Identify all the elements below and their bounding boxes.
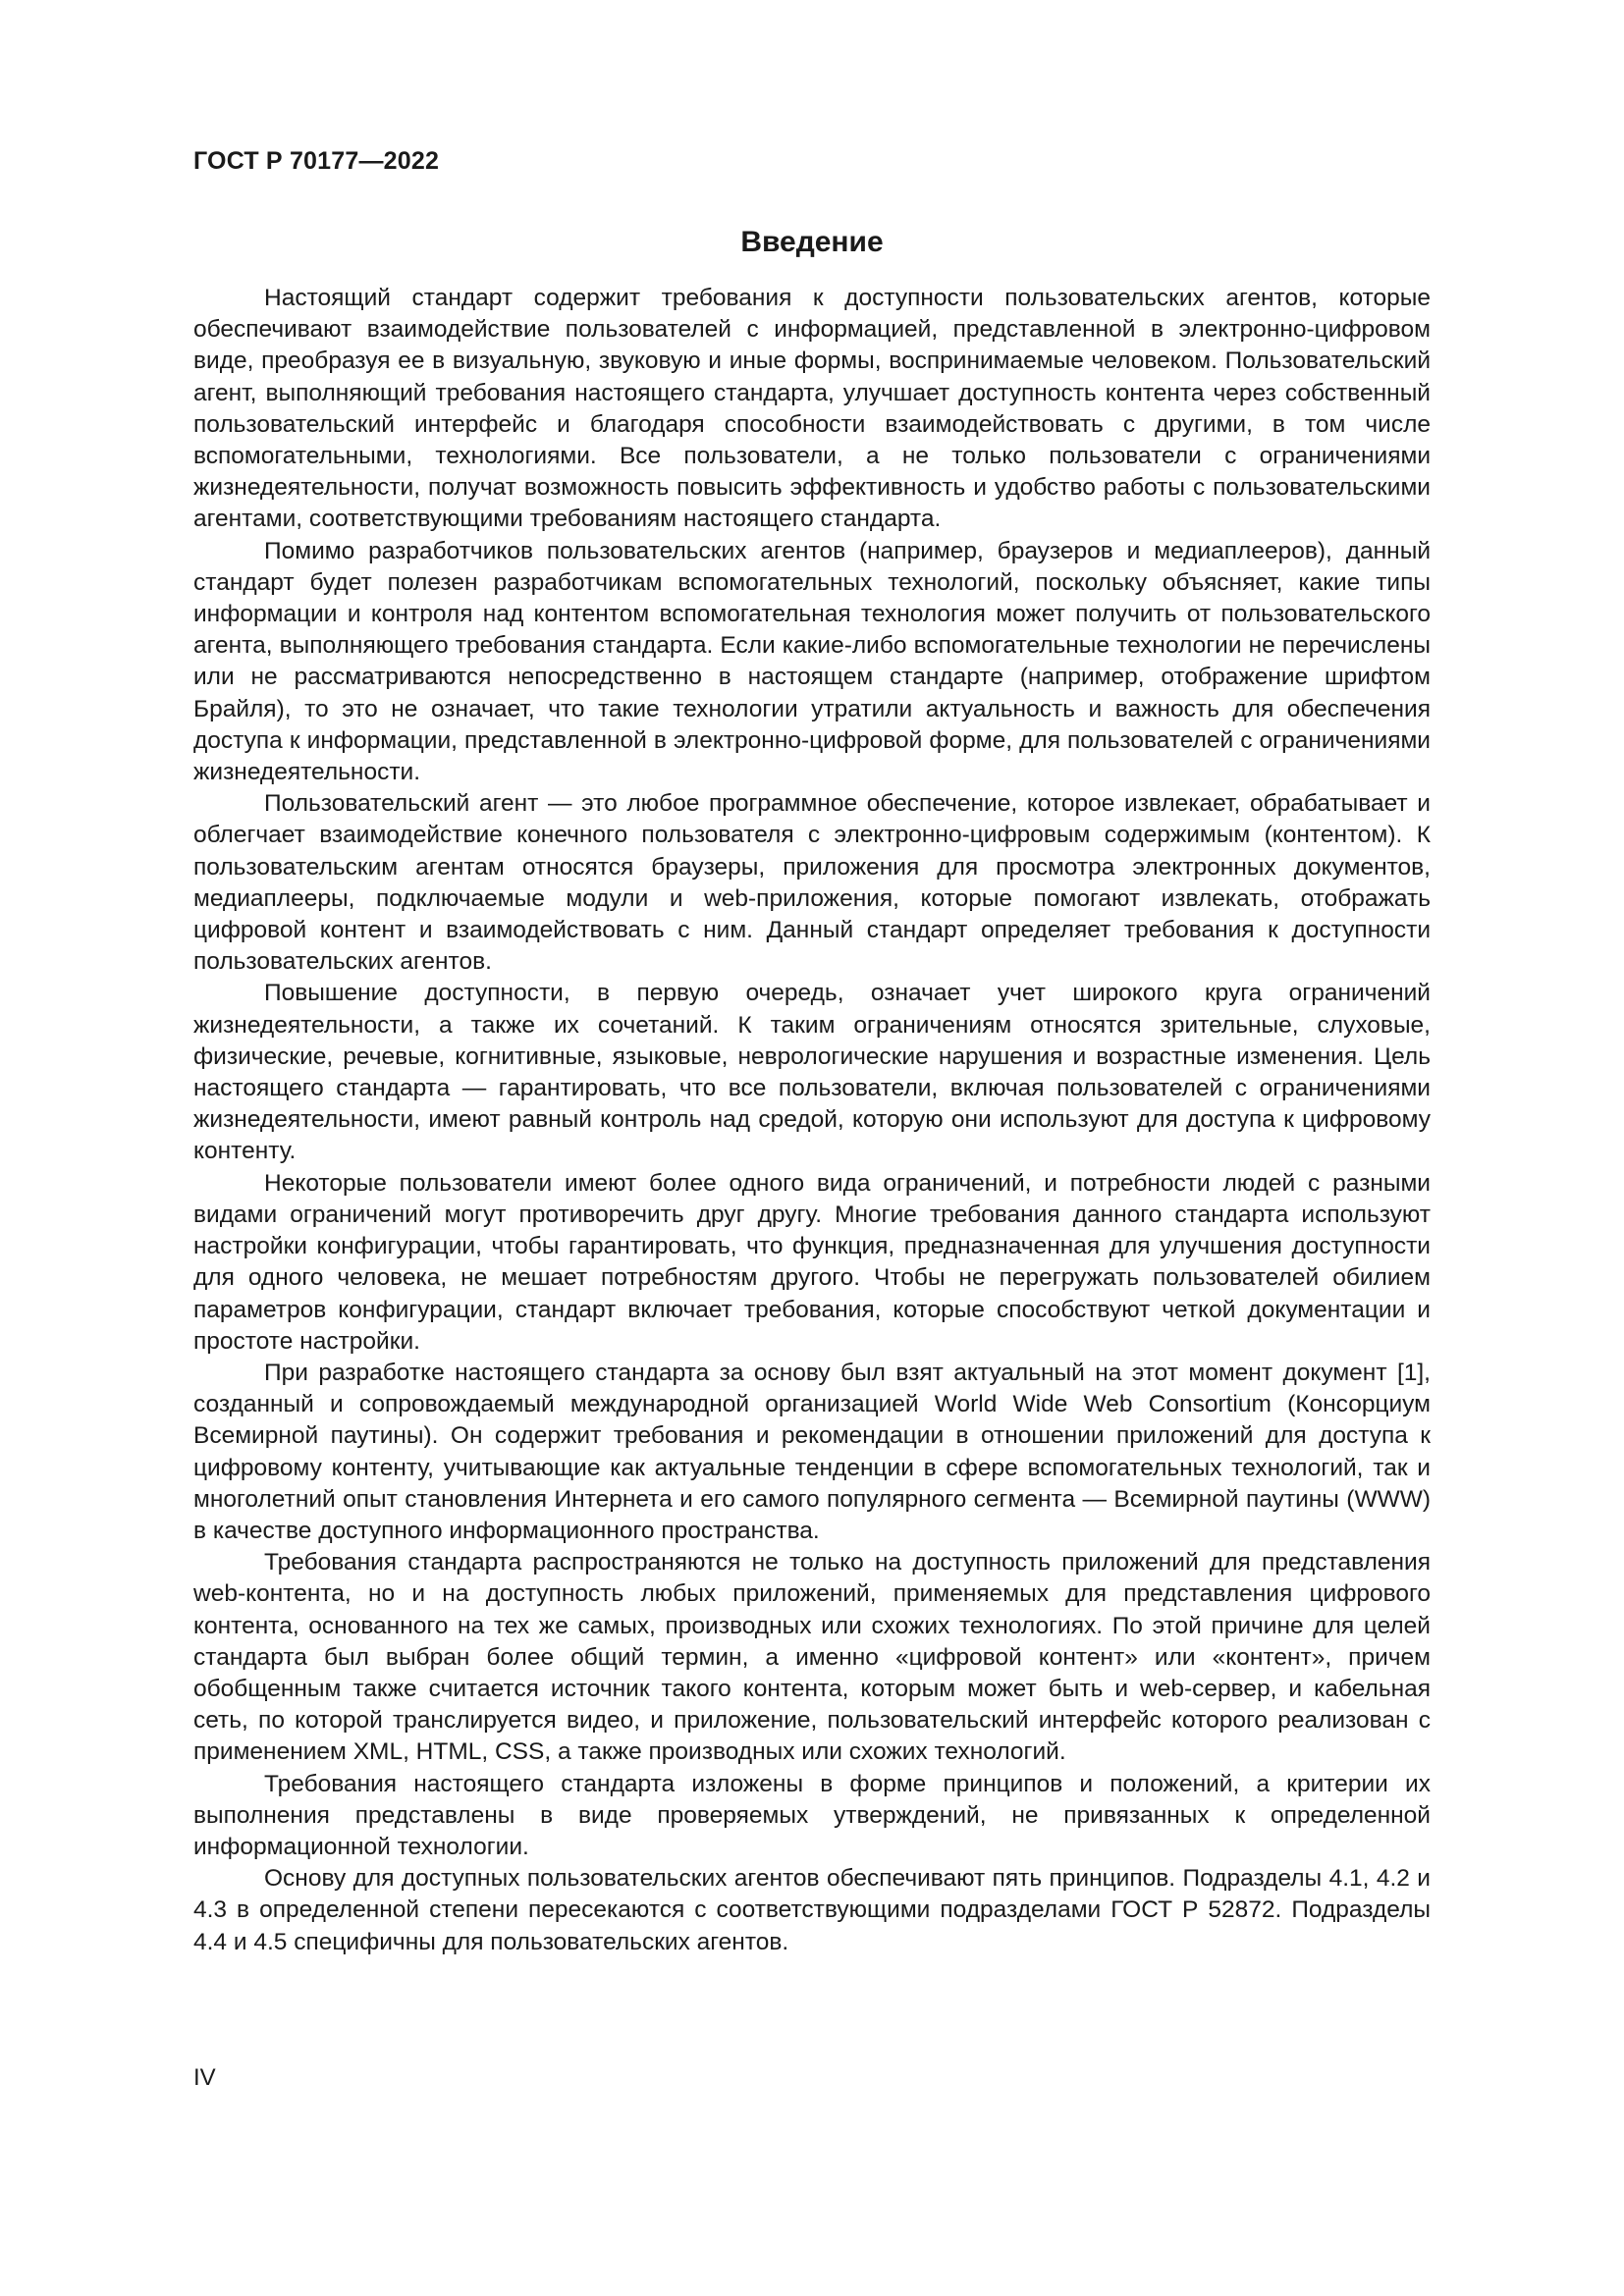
document-body	[193, 283, 1431, 1958]
section-title: Введение	[740, 226, 884, 258]
paragraph: Помимо разработчиков пользовательских агентов (например, браузеров и медиаплееров), данный стандарт будет полезен разработчикам вспомогательных технологий, поскольку объясняет, какие типы информации и контроля над контентом вспомогательная технология может получить от пользовательского агента, выполняющего требования стандарта. Если какие-либо вспомогательные технологии не перечислены или не рассматриваются непосредственно в настоящем стандарте (например, отображение шрифтом Брайля), то это не означает, что такие технологии утратили актуальность и важность для обеспечения доступа к информации, представленной в электронно-цифровой форме, для пользователей с ограничениями жизнедеятельности.	[193, 537, 1431, 786]
paragraph: Повышение доступности, в первую очередь, означает учет широкого круга ограничений жизнедеятельности, а также их сочетаний. К таким ограничениям относятся зрительные, слуховые, физические, речевые, когнитивные, языковые, неврологические нарушения и возрастные изменения. Цель настоящего стандарта — гарантировать, что все пользователи, включая пользователей с ограничениями жизнедеятельности, имеют равный контроль над средой, которую они используют для доступа к цифровому контенту.	[193, 980, 1431, 1165]
paragraph: При разработке настоящего стандарта за основу был взят актуальный на этот момент документ [1], созданный и сопровождаемый международной организацией World Wide Web Consortium (Консорциум Всемирной паутины). Он содержит требования и рекомендации в отношении приложений для доступа к цифровому контенту, учитывающие как актуальные тенденции в сфере вспомогательных технологий, так и многолетний опыт становления Интернета и его самого популярного сегмента — Всемирной паутины (WWW) в качестве доступного информационного пространства.	[193, 1359, 1431, 1544]
paragraph: Основу для доступных пользовательских агентов обеспечивают пять принципов. Подразделы 4.1, 4.2 и 4.3 в определенной степени пересекаются с соответствующими подразделами ГОСТ Р 52872. Подразделы 4.4 и 4.5 специфичны для пользовательских агентов.	[193, 1865, 1431, 1955]
paragraph: Настоящий стандарт содержит требования к доступности пользовательских агентов, которые обеспечивают взаимодействие пользователей с информацией, представленной в электронно-цифровом виде, преобразуя ее в визуальную, звуковую и иные формы, воспринимаемые человеком. Пользовательский агент, выполняющий требования настоящего стандарта, улучшает доступность контента через собственный пользовательский интерфейс и благодаря способности взаимодействовать с другими, в том числе вспомогательными, технологиями. Все пользователи, а не только пользователи с ограничениями жизнедеятельности, получат возможность повысить эффективность и удобство работы с пользовательскими агентами, соответствующими требованиям настоящего стандарта.	[193, 285, 1431, 533]
page-number: IV	[193, 2064, 216, 2091]
paragraph: Некоторые пользователи имеют более одного вида ограничений, и потребности людей с разными видами ограничений могут противоречить друг другу. Многие требования данного стандарта используют настройки конфигурации, чтобы гарантировать, что функция, предназначенная для улучшения доступности для одного человека, не мешает потребностям другого. Чтобы не перегружать пользователей обилием параметров конфигурации, стандарт включает требования, которые способствуют четкой документации и простоте настройки.	[193, 1169, 1431, 1355]
paragraph: Пользовательский агент — это любое программное обеспечение, которое извлекает, обрабатывает и облегчает взаимодействие конечного пользователя с электронно-цифровым содержимым (контентом). К пользовательским агентам относятся браузеры, приложения для просмотра электронных документов, медиаплееры, подключаемые модули и web-приложения, которые помогают извлекать, отображать цифровой контент и взаимодействовать с ним. Данный стандарт определяет требования к доступности пользовательских агентов.	[193, 790, 1431, 976]
paragraph: Требования настоящего стандарта изложены в форме принципов и положений, а критерии их выполнения представлены в виде проверяемых утверждений, не привязанных к определенной информационной технологии.	[193, 1770, 1431, 1860]
document-header-standard-number: ГОСТ Р 70177—2022	[193, 147, 440, 175]
paragraph: Требования стандарта распространяются не только на доступность приложений для представления web-контента, но и на доступность любых приложений, применяемых для представления цифрового контента, основанного на тех же самых, производных или схожих технологиях. По этой причине для целей стандарта был выбран более общий термин, а именно «цифровой контент» или «контент», причем обобщенным также считается источник такого контента, которым может быть и web-сервер, и кабельная сеть, по которой транслируется видео, и приложение, пользовательский интерфейс которого реализован с применением XML, HTML, CSS, а также производных или схожих технологий.	[193, 1549, 1431, 1766]
